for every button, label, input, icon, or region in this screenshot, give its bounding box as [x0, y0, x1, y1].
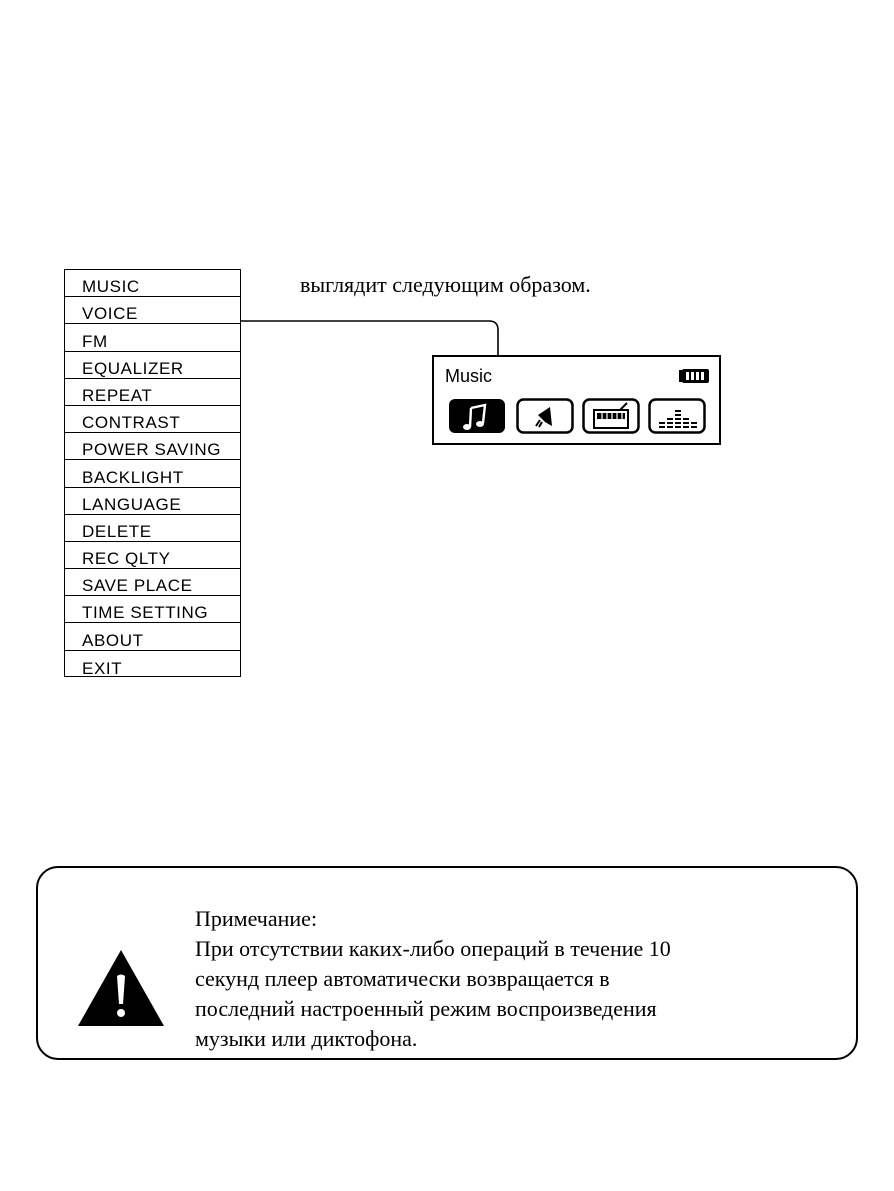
- menu-item-language[interactable]: LANGUAGE: [65, 488, 240, 515]
- menu-item-voice[interactable]: VOICE: [65, 297, 240, 324]
- equalizer-icon[interactable]: [648, 398, 706, 434]
- settings-menu: [64, 269, 241, 677]
- note-box: [36, 866, 858, 1060]
- note-line: музыки или диктофона.: [195, 1026, 418, 1051]
- music-note-icon[interactable]: [448, 398, 506, 434]
- menu-item-exit[interactable]: EXIT: [82, 658, 123, 678]
- menu-item-save-place[interactable]: SAVE PLACE: [65, 569, 240, 596]
- menu-item-time-setting[interactable]: TIME SETTING: [65, 596, 240, 623]
- note-text: [195, 904, 845, 1054]
- menu-item-music[interactable]: MUSIC: [65, 270, 240, 297]
- screen-title: Music: [445, 366, 493, 386]
- battery-full-icon: [678, 368, 710, 384]
- menu-item-repeat[interactable]: REPEAT: [65, 379, 240, 406]
- menu-item-power-saving[interactable]: POWER SAVING: [65, 433, 240, 460]
- menu-item-rec-qlty[interactable]: REC QLTY: [65, 542, 240, 569]
- menu-item-about[interactable]: ABOUT: [65, 623, 240, 650]
- menu-item-fm[interactable]: FM: [65, 324, 240, 351]
- menu-item-delete[interactable]: DELETE: [65, 515, 240, 542]
- menu-item-backlight[interactable]: BACKLIGHT: [65, 460, 240, 487]
- voice-record-icon[interactable]: [516, 398, 574, 434]
- player-screen: [432, 355, 721, 445]
- menu-item-equalizer[interactable]: EQUALIZER: [65, 352, 240, 379]
- menu-item-contrast[interactable]: CONTRAST: [65, 406, 240, 433]
- note-line: При отсутствии каких-либо операций в течение 10: [195, 936, 671, 961]
- warning-icon: [76, 948, 166, 1028]
- note-line: последний настроенный режим воспроизведения: [195, 996, 657, 1021]
- fm-radio-icon[interactable]: [582, 398, 640, 434]
- caption-text: выглядит следующим образом.: [300, 272, 591, 297]
- note-heading: Примечание:: [195, 906, 318, 931]
- note-line: секунд плеер автоматически возвращается в: [195, 966, 610, 991]
